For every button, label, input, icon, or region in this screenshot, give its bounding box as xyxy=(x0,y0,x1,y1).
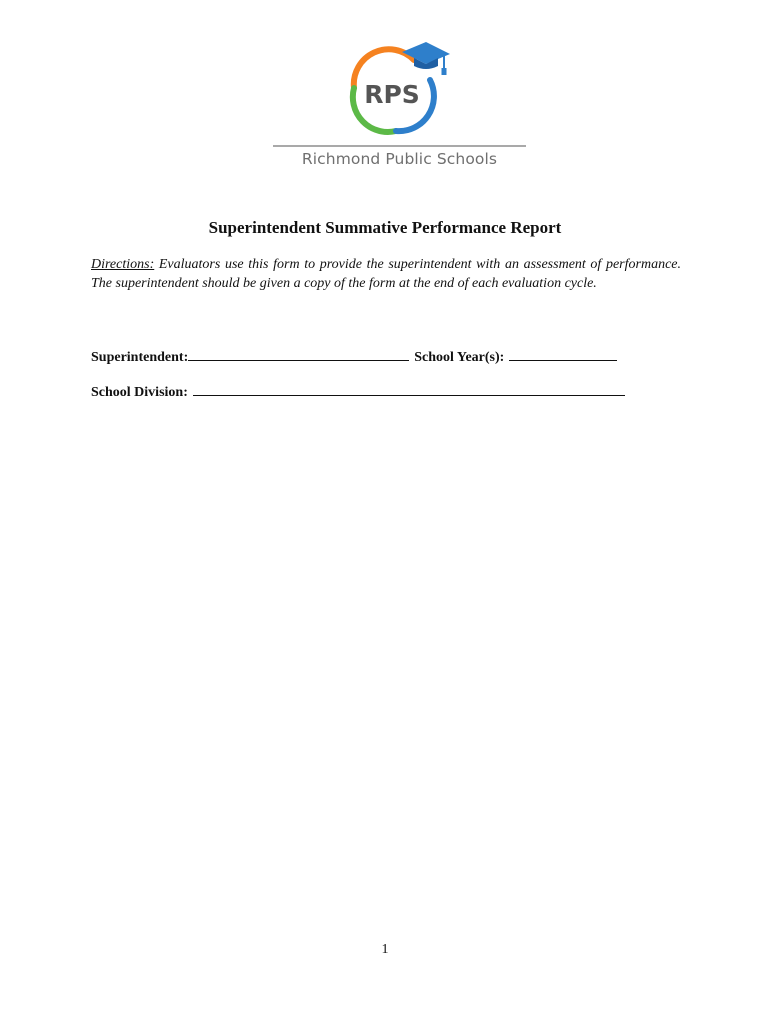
school-division-label: School Division: xyxy=(91,385,188,400)
directions-paragraph xyxy=(91,256,681,293)
superintendent-label: Superintendent: xyxy=(91,350,189,365)
superintendent-row xyxy=(91,346,617,366)
logo-divider xyxy=(273,145,526,147)
directions-label: Directions: xyxy=(91,257,155,272)
rps-logo xyxy=(340,36,460,144)
school-year-label: School Year(s): xyxy=(414,350,505,365)
school-year-field[interactable] xyxy=(509,346,617,361)
superintendent-field[interactable] xyxy=(188,346,409,361)
school-division-row xyxy=(91,381,625,401)
document-title: Superintendent Summative Performance Report xyxy=(208,218,562,237)
directions-text: Evaluators use this form to provide the superintendent with an assessment of performance. The superintendent should be given a copy of the form at the end of each evaluation cycle. xyxy=(91,257,681,291)
organization-name: Richmond Public Schools xyxy=(301,150,498,168)
page-number: 1 xyxy=(381,942,389,957)
logo-text: RPS xyxy=(364,80,420,109)
school-division-field[interactable] xyxy=(193,381,625,396)
